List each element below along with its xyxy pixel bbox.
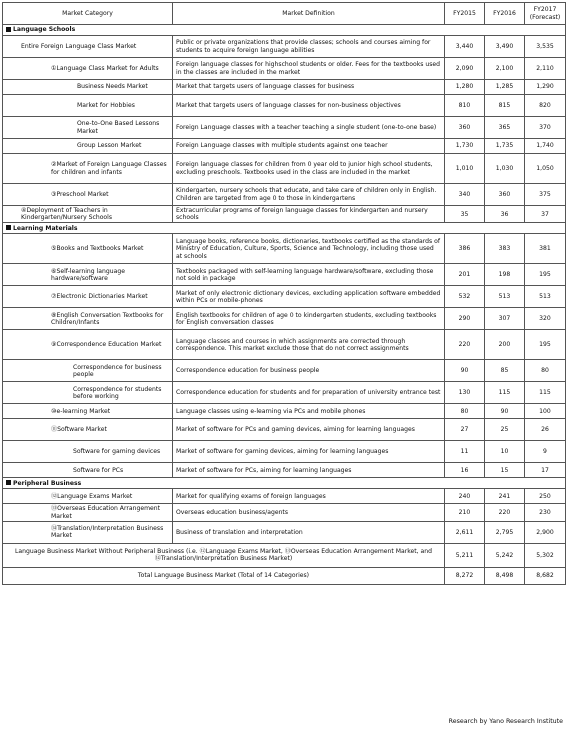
value-fy2017-cell: 195 [525,330,566,360]
value-fy2016-cell: 115 [485,382,525,404]
section-header-row [3,25,566,36]
value-fy2017-cell: 26 [525,419,566,441]
value-fy2017-cell: 375 [525,184,566,206]
value-fy2015-cell: 16 [445,463,485,478]
market-category-cell: ⑭Translation/Interpretation Business Market [3,521,173,543]
total-fy2017-cell: 8,682 [525,567,566,584]
value-fy2015-cell: 240 [445,489,485,504]
market-category-cell: Software for PCs [3,463,173,478]
market-category-cell: ⑦Electronic Dictionaries Market [3,286,173,308]
value-fy2016-cell: 25 [485,419,525,441]
value-fy2017-cell: 370 [525,117,566,139]
market-category-cell: Software for gaming devices [3,441,173,463]
value-fy2016-cell: 2,795 [485,521,525,543]
total-label-cell: Total Language Business Market (Total of 14 Categories) [3,567,445,584]
total-fy2016-cell: 5,242 [485,543,525,567]
value-fy2017-cell: 37 [525,206,566,223]
header-fy2017: FY2017 (Forecast) [525,3,566,25]
value-fy2016-cell: 815 [485,95,525,117]
value-fy2016-cell: 383 [485,234,525,264]
market-definition-cell: Public or private organizations that provide classes; schools and courses aiming for students to acquire foreign language abilities [173,36,445,58]
header-fy2016: FY2016 [485,3,525,25]
market-definition-cell: Correspondence education for business people [173,360,445,382]
value-fy2017-cell: 320 [525,308,566,330]
value-fy2016-cell: 513 [485,286,525,308]
value-fy2015-cell: 360 [445,117,485,139]
table-row [3,117,566,139]
section-title [3,478,566,489]
market-definition-cell: English textbooks for children of age 0 to kindergarten students, excluding textbooks for English conversation classes [173,308,445,330]
market-category-cell: ⑪Software Market [3,419,173,441]
table-row [3,463,566,478]
value-fy2017-cell: 820 [525,95,566,117]
total-row [3,567,566,584]
value-fy2015-cell: 80 [445,404,485,419]
section-header-row [3,223,566,234]
market-definition-cell: Foreign language classes for highschool students or older. Fees for the textbooks used in the classes are included in the market [173,58,445,80]
value-fy2016-cell: 365 [485,117,525,139]
market-definition-cell: Overseas education business/agents [173,504,445,521]
table-row [3,58,566,80]
value-fy2016-cell: 241 [485,489,525,504]
value-fy2016-cell: 90 [485,404,525,419]
market-definition-cell: Market for qualifying exams of foreign languages [173,489,445,504]
table-row [3,286,566,308]
market-definition-cell: Textbooks packaged with self-learning language hardware/software, excluding those not sold in package [173,264,445,286]
value-fy2017-cell: 250 [525,489,566,504]
section-header-row [3,478,566,489]
market-category-cell: ⑧English Conversation Textbooks for Children/Infants [3,308,173,330]
market-category-cell: Entire Foreign Language Class Market [3,36,173,58]
table-row [3,206,566,223]
section-title [3,25,566,36]
value-fy2015-cell: 2,611 [445,521,485,543]
table-row [3,36,566,58]
section-title-text: Language Schools [13,26,76,34]
value-fy2015-cell: 1,280 [445,80,485,95]
value-fy2015-cell: 35 [445,206,485,223]
value-fy2017-cell: 9 [525,441,566,463]
table-row [3,264,566,286]
value-fy2015-cell: 201 [445,264,485,286]
value-fy2017-cell: 3,535 [525,36,566,58]
value-fy2015-cell: 130 [445,382,485,404]
value-fy2015-cell: 340 [445,184,485,206]
value-fy2016-cell: 2,100 [485,58,525,80]
market-definition-cell: Market of software for PCs, aiming for learning languages [173,463,445,478]
value-fy2016-cell: 10 [485,441,525,463]
section-title-text: Learning Materials [13,224,78,232]
value-fy2016-cell: 1,030 [485,154,525,184]
market-size-table [2,2,566,585]
value-fy2017-cell: 230 [525,504,566,521]
table-row [3,184,566,206]
market-definition-cell: Language classes and courses in which assignments are corrected through correspondence. This market exclude those that do not correct assignments [173,330,445,360]
market-category-cell: Correspondence for students before working [3,382,173,404]
total-label-cell: Language Business Market Without Peripheral Business (i.e. ⑫Language Exams Market, ⑬Overseas Education Arrangement Market, and ⑭Translation/Interpretation Business Market) [3,543,445,567]
value-fy2015-cell: 810 [445,95,485,117]
market-definition-cell: Foreign Language classes with multiple students against one teacher [173,139,445,154]
value-fy2017-cell: 1,290 [525,80,566,95]
market-category-cell: Business Needs Market [3,80,173,95]
market-category-cell: ⑤Books and Textbooks Market [3,234,173,264]
value-fy2015-cell: 1,730 [445,139,485,154]
market-category-cell: ⑩e-learning Market [3,404,173,419]
total-fy2017-cell: 5,302 [525,543,566,567]
table-row [3,382,566,404]
market-category-cell: ⑥Self-learning language hardware/software [3,264,173,286]
table-row [3,441,566,463]
market-definition-cell: Market of software for gaming devices, aiming for learning languages [173,441,445,463]
section-title-text: Peripheral Business [13,479,82,487]
header-market-definition: Market Definition [173,3,445,25]
value-fy2017-cell: 195 [525,264,566,286]
value-fy2015-cell: 1,010 [445,154,485,184]
total-fy2016-cell: 8,498 [485,567,525,584]
table-row [3,489,566,504]
table-row [3,308,566,330]
value-fy2016-cell: 3,490 [485,36,525,58]
market-definition-cell: Language classes using e-learning via PCs and mobile phones [173,404,445,419]
market-definition-cell: Foreign language classes for children from 0 year old to junior high school students, excluding preschools. Textbooks used in the class are included in the market [173,154,445,184]
value-fy2016-cell: 198 [485,264,525,286]
value-fy2016-cell: 220 [485,504,525,521]
section-title [3,223,566,234]
market-definition-cell: Extracurricular programs of foreign language classes for kindergarten and nursery schools [173,206,445,223]
market-category-cell: ⑨Correspondence Education Market [3,330,173,360]
market-category-cell: Correspondence for business people [3,360,173,382]
total-fy2015-cell: 8,272 [445,567,485,584]
value-fy2016-cell: 307 [485,308,525,330]
table-row [3,330,566,360]
source-note: Research by Yano Research Institute [448,718,563,725]
value-fy2017-cell: 2,900 [525,521,566,543]
value-fy2017-cell: 2,110 [525,58,566,80]
header-market-category: Market Category [3,3,173,25]
value-fy2016-cell: 36 [485,206,525,223]
market-category-cell: ②Market of Foreign Language Classes for children and infants [3,154,173,184]
table-row [3,404,566,419]
table-row [3,419,566,441]
market-category-cell: ①Language Class Market for Adults [3,58,173,80]
total-fy2015-cell: 5,211 [445,543,485,567]
table-row [3,95,566,117]
market-definition-cell: Market of only electronic dictionary devices, excluding application software embedded within PCs or mobile-phones [173,286,445,308]
value-fy2017-cell: 17 [525,463,566,478]
total-row [3,543,566,567]
value-fy2017-cell: 1,050 [525,154,566,184]
value-fy2017-cell: 115 [525,382,566,404]
market-category-cell: ⑫Language Exams Market [3,489,173,504]
table-row [3,234,566,264]
market-definition-cell: Language books, reference books, dictionaries, textbooks certified as the standards of Ministry of Education, Culture, Sports, Science and Technology, including those used at schools [173,234,445,264]
market-definition-cell: Foreign Language classes with a teacher teaching a single student (one-to-one base) [173,117,445,139]
market-definition-cell: Market that targets users of language classes for non-business objectives [173,95,445,117]
market-category-cell: ④Deployment of Teachers in Kindergarten/Nursery Schools [3,206,173,223]
value-fy2015-cell: 2,090 [445,58,485,80]
market-category-cell: ⑬Overseas Education Arrangement Market [3,504,173,521]
table-row [3,521,566,543]
square-bullet-icon [6,480,11,485]
market-category-cell: Group Lesson Market [3,139,173,154]
market-category-cell: ③Preschool Market [3,184,173,206]
value-fy2016-cell: 85 [485,360,525,382]
value-fy2016-cell: 360 [485,184,525,206]
table-row [3,80,566,95]
market-category-cell: Market for Hobbies [3,95,173,117]
market-definition-cell: Market of software for PCs and gaming devices, aiming for learning languages [173,419,445,441]
value-fy2016-cell: 1,285 [485,80,525,95]
market-definition-cell: Market that targets users of language classes for business [173,80,445,95]
value-fy2015-cell: 3,440 [445,36,485,58]
value-fy2015-cell: 27 [445,419,485,441]
market-definition-cell: Business of translation and interpretation [173,521,445,543]
value-fy2016-cell: 1,735 [485,139,525,154]
value-fy2017-cell: 80 [525,360,566,382]
market-definition-cell: Correspondence education for students and for preparation of university entrance test [173,382,445,404]
header-row [3,3,566,25]
table-row [3,139,566,154]
value-fy2017-cell: 1,740 [525,139,566,154]
table-row [3,360,566,382]
value-fy2016-cell: 15 [485,463,525,478]
value-fy2017-cell: 513 [525,286,566,308]
value-fy2015-cell: 220 [445,330,485,360]
market-category-cell: One-to-One Based Lessons Market [3,117,173,139]
table-row [3,154,566,184]
header-fy2015: FY2015 [445,3,485,25]
value-fy2015-cell: 386 [445,234,485,264]
value-fy2015-cell: 210 [445,504,485,521]
square-bullet-icon [6,27,11,32]
table-row [3,504,566,521]
value-fy2015-cell: 11 [445,441,485,463]
value-fy2015-cell: 90 [445,360,485,382]
square-bullet-icon [6,225,11,230]
value-fy2017-cell: 100 [525,404,566,419]
value-fy2017-cell: 381 [525,234,566,264]
value-fy2015-cell: 532 [445,286,485,308]
market-definition-cell: Kindergarten, nursery schools that educate, and take care of children only in English. Children are targeted from age 0 to those in kindergartens [173,184,445,206]
value-fy2015-cell: 290 [445,308,485,330]
value-fy2016-cell: 200 [485,330,525,360]
